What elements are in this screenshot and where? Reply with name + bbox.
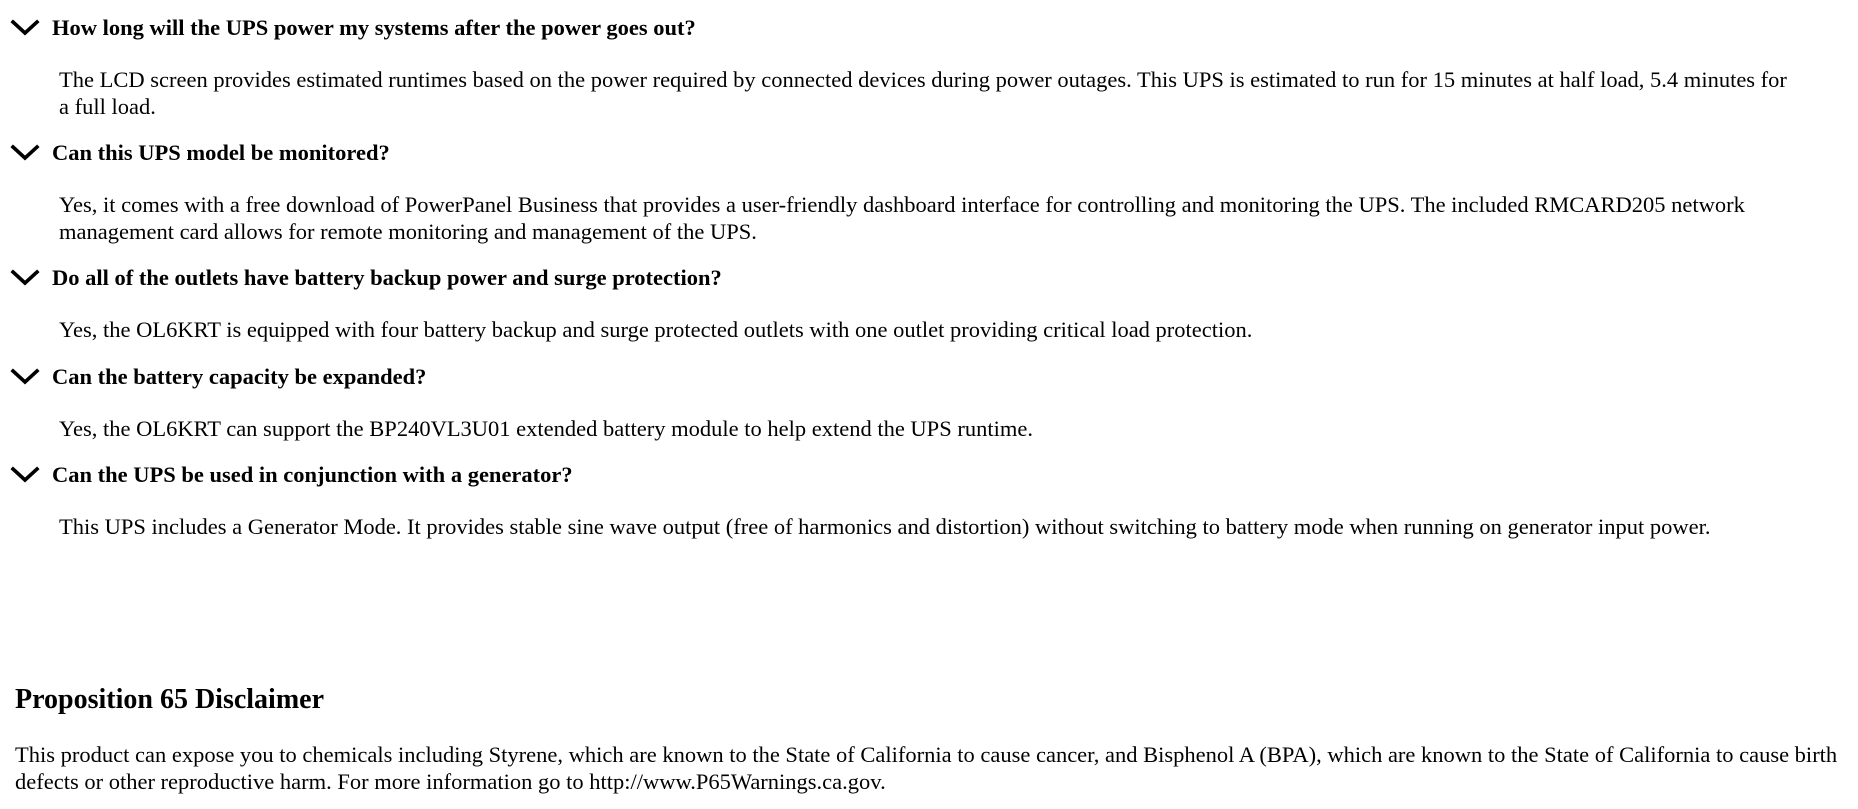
faq-question-text: Can this UPS model be monitored? xyxy=(52,140,390,165)
chevron-down-icon[interactable] xyxy=(10,464,40,486)
prop65-disclaimer xyxy=(15,683,1855,794)
faq-question-text: How long will the UPS power my systems after the power goes out? xyxy=(52,15,696,40)
faq-question-text: Can the UPS be used in conjunction with a generator? xyxy=(52,462,573,487)
chevron-down-icon[interactable] xyxy=(10,267,40,289)
faq-question-text: Do all of the outlets have battery backup power and surge protection? xyxy=(52,265,722,290)
faq-answer: Yes, the OL6KRT is equipped with four battery backup and surge protected outlets with one outlet providing critical load protection. xyxy=(59,317,1253,342)
chevron-down-icon[interactable] xyxy=(10,366,40,388)
faq-question-toggle[interactable] xyxy=(0,13,1858,43)
faq-question-text: Can the battery capacity be expanded? xyxy=(52,363,427,389)
faq-item xyxy=(0,13,1858,120)
faq-answer: The LCD screen provides estimated runtimes based on the power required by connected devices during power outages. This UPS is estimated to run for 15 minutes at half load, 5.4 minutes for a full load. xyxy=(59,67,1787,119)
chevron-down-icon[interactable] xyxy=(10,142,40,164)
faq-answer: Yes, it comes with a free download of PowerPanel Business that provides a user-friendly dashboard interface for controlling and monitoring the UPS. The included RMCARD205 network management card allows for remote monitoring and management of the UPS. xyxy=(59,192,1745,244)
faq-question-toggle[interactable] xyxy=(0,263,1858,293)
faq-item xyxy=(0,263,1858,344)
chevron-down-icon[interactable] xyxy=(10,17,40,39)
faq-item xyxy=(0,460,1858,541)
faq-question-toggle[interactable] xyxy=(0,362,1858,392)
faq-answer: This UPS includes a Generator Mode. It provides stable sine wave output (free of harmonics and distortion) without switching to battery mode when running on generator input power. xyxy=(59,514,1711,539)
disclaimer-title: Proposition 65 Disclaimer xyxy=(15,684,325,715)
disclaimer-text: This product can expose you to chemicals including Styrene, which are known to the State of California to cause cancer, and Bisphenol A (BPA), which are known to the State of California to cause birth defects or other reproductive harm. For more information go to http://www.P65Warnings.ca.gov. xyxy=(15,742,1838,794)
faq-item xyxy=(0,138,1858,245)
faq-question-toggle[interactable] xyxy=(0,138,1858,168)
faq-answer: Yes, the OL6KRT can support the BP240VL3U01 extended battery module to help extend the UPS runtime. xyxy=(59,415,1033,441)
faq-item xyxy=(0,362,1858,443)
faq-question-toggle[interactable] xyxy=(0,460,1858,490)
